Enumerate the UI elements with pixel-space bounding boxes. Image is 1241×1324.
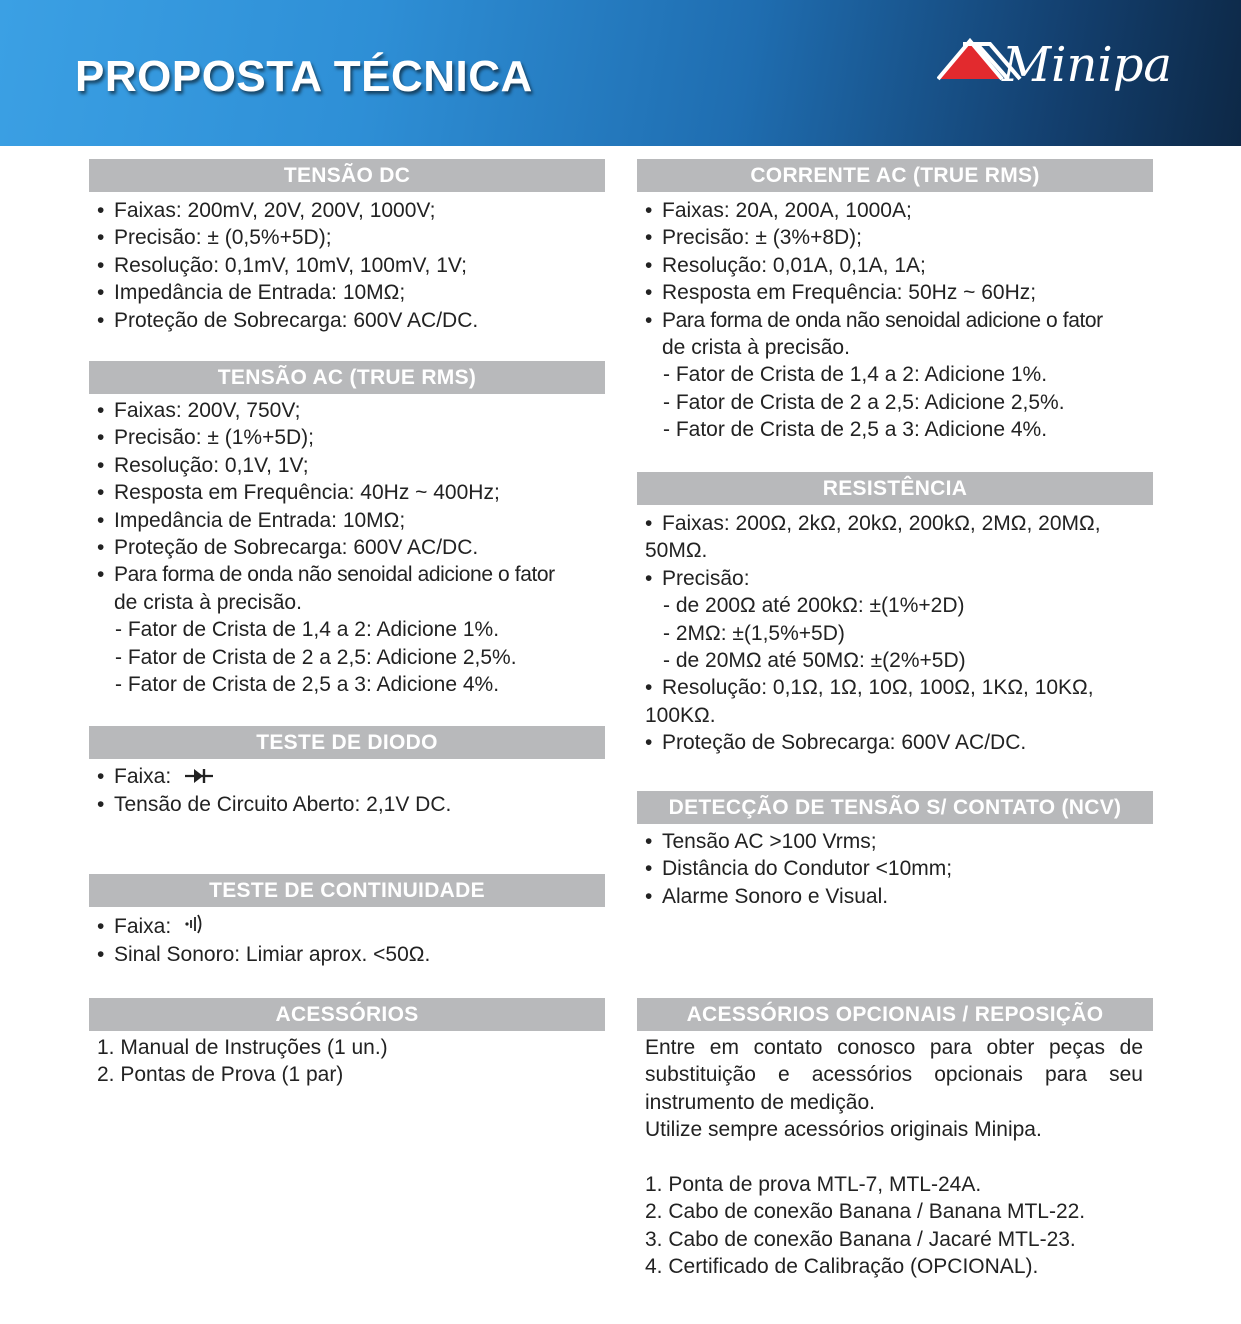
- header-banner: [0, 0, 1241, 146]
- list-item: • Alarme Sonoro e Visual.: [637, 883, 1153, 910]
- section-header-acessorios: ACESSÓRIOS: [89, 998, 605, 1031]
- section-header-resistencia: RESISTÊNCIA: [637, 472, 1153, 505]
- list-item: • Precisão: ± (0,5%+5D);: [89, 224, 605, 251]
- list-item: 1. Manual de Instruções (1 un.): [97, 1036, 388, 1059]
- list-subitem: - Fator de Crista de 2 a 2,5: Adicione 2,5%.: [663, 390, 1065, 414]
- list-subitem: - de 200Ω até 200kΩ: ±(1%+2D): [663, 594, 965, 618]
- list-item-continuation: 50MΩ.: [645, 539, 708, 563]
- list-subitem: - 2MΩ: ±(1,5%+5D): [663, 621, 845, 645]
- list-subitem: - de 20MΩ até 50MΩ: ±(2%+5D): [663, 649, 966, 673]
- corrente-ac-list: [637, 197, 1153, 444]
- list-subitem: - Fator de Crista de 1,4 a 2: Adicione 1%.: [663, 363, 1048, 387]
- list-item: 1. Ponta de prova MTL-7, MTL-24A.: [645, 1173, 982, 1197]
- list-item: • Impedância de Entrada: 10MΩ;: [89, 507, 605, 534]
- list-item: • Distância do Condutor <10mm;: [637, 855, 1153, 882]
- diode-symbol-icon: [185, 764, 213, 791]
- ncv-list: [637, 828, 1153, 910]
- section-header-ncv: DETECÇÃO DE TENSÃO S/ CONTATO (NCV): [637, 791, 1153, 824]
- faixa-label: Faixa:: [114, 915, 172, 938]
- faixa-label: Faixa:: [114, 765, 172, 788]
- section-header-acessorios-opcionais: ACESSÓRIOS OPCIONAIS / REPOSIÇÃO: [637, 998, 1153, 1031]
- list-item: • Faixas: 200V, 750V;: [89, 397, 605, 424]
- list-item: • Precisão: ± (3%+8D);: [637, 224, 1153, 251]
- list-subitem: - Fator de Crista de 2,5 a 3: Adicione 4%.: [663, 418, 1048, 442]
- paragraph: Utilize sempre acessórios originais Minipa.: [645, 1118, 1042, 1142]
- continuity-beeper-icon: [185, 914, 203, 941]
- list-item: • Impedância de Entrada: 10MΩ;: [89, 279, 605, 306]
- section-header-tensao-dc: TENSÃO DC: [89, 159, 605, 192]
- list-item: [89, 913, 605, 941]
- list-item: • Faixas: 20A, 200A, 1000A;: [637, 197, 1153, 224]
- list-item: • Resolução: 0,1Ω, 1Ω, 10Ω, 100Ω, 1KΩ, 10KΩ,: [637, 674, 1153, 701]
- list-item: • Resolução: 0,1mV, 10mV, 100mV, 1V;: [89, 252, 605, 279]
- list-item: • Precisão:: [637, 565, 1153, 592]
- logo-wordmark: Minipa: [1001, 37, 1173, 93]
- list-item: • Faixas: 200Ω, 2kΩ, 20kΩ, 200kΩ, 2MΩ, 20MΩ,: [637, 510, 1153, 537]
- list-item: • Faixas: 200mV, 20V, 200V, 1000V;: [89, 197, 605, 224]
- acessorios-opcionais-text: [645, 1034, 1143, 1281]
- list-item: • Proteção de Sobrecarga: 600V AC/DC.: [637, 729, 1153, 756]
- section-header-corrente-ac: CORRENTE AC (TRUE RMS): [637, 159, 1153, 192]
- list-item: • Proteção de Sobrecarga: 600V AC/DC.: [89, 307, 605, 334]
- section-header-continuidade: TESTE DE CONTINUIDADE: [89, 874, 605, 907]
- list-item: • Precisão: ± (1%+5D);: [89, 424, 605, 451]
- section-header-diodo: TESTE DE DIODO: [89, 726, 605, 759]
- list-item-continuation: de crista à precisão.: [114, 590, 302, 614]
- list-item: • Tensão AC >100 Vrms;: [637, 828, 1153, 855]
- list-item: • Sinal Sonoro: Limiar aprox. <50Ω.: [89, 941, 605, 968]
- continuidade-list: [89, 913, 605, 969]
- list-item-continuation: 100KΩ.: [645, 703, 716, 727]
- list-item: 2. Cabo de conexão Banana / Banana MTL-22.: [645, 1200, 1086, 1224]
- list-item: 3. Cabo de conexão Banana / Jacaré MTL-23.: [645, 1227, 1076, 1251]
- tensao-ac-list: [89, 397, 605, 698]
- list-item: 4. Certificado de Calibração (OPCIONAL).: [645, 1255, 1039, 1279]
- list-subitem: - Fator de Crista de 2 a 2,5: Adicione 2,5%.: [115, 645, 517, 669]
- page-title: PROPOSTA TÉCNICA: [75, 52, 533, 101]
- list-item: • Proteção de Sobrecarga: 600V AC/DC.: [89, 534, 605, 561]
- list-subitem: - Fator de Crista de 1,4 a 2: Adicione 1%.: [115, 618, 500, 642]
- minipa-logo: [937, 35, 1197, 115]
- list-item: [89, 763, 605, 791]
- list-item-continuation: de crista à precisão.: [662, 336, 850, 360]
- list-item: • Para forma de onda não senoidal adicione o fator: [637, 307, 1153, 334]
- list-item: • Tensão de Circuito Aberto: 2,1V DC.: [89, 791, 605, 818]
- list-item: • Resolução: 0,1V, 1V;: [89, 452, 605, 479]
- list-subitem: - Fator de Crista de 2,5 a 3: Adicione 4%.: [115, 673, 500, 697]
- paragraph: Entre em contato conosco para obter peças de substituição e acessórios opcionais para seu instrumento de medição.: [645, 1036, 1143, 1114]
- section-header-tensao-ac: TENSÃO AC (TRUE RMS): [89, 361, 605, 394]
- list-item: 2. Pontas de Prova (1 par): [97, 1063, 344, 1087]
- resistencia-list: [637, 510, 1153, 757]
- list-item: • Para forma de onda não senoidal adicione o fator: [89, 561, 605, 588]
- tensao-dc-list: [89, 197, 605, 334]
- acessorios-list: [89, 1034, 605, 1089]
- diodo-list: [89, 763, 605, 819]
- list-item: • Resposta em Frequência: 40Hz ~ 400Hz;: [89, 479, 605, 506]
- list-item: • Resolução: 0,01A, 0,1A, 1A;: [637, 252, 1153, 279]
- list-item: • Resposta em Frequência: 50Hz ~ 60Hz;: [637, 279, 1153, 306]
